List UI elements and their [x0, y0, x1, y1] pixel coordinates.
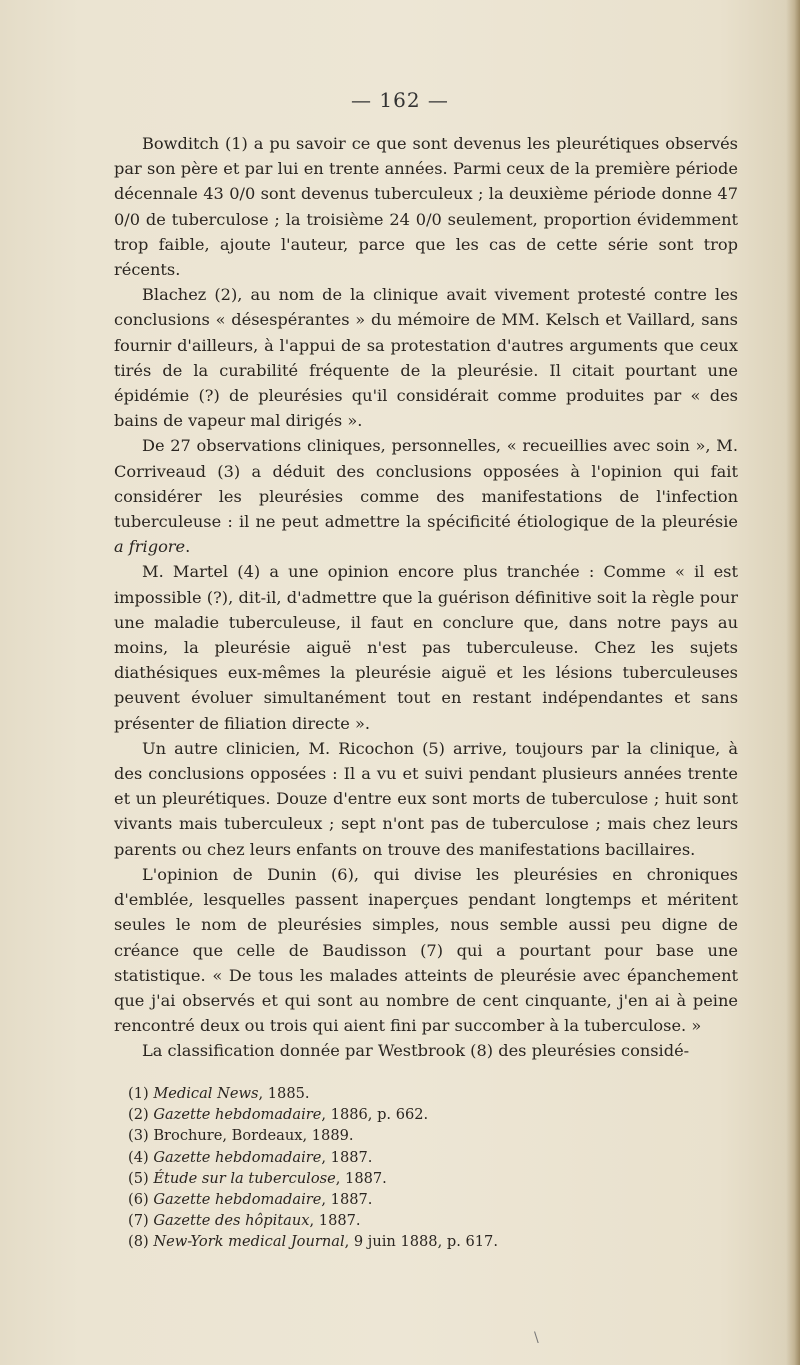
paragraph: De 27 observations cliniques, personnelles, « recueillies avec soin », M. Corriveaud (3) a déduit des conclusions opposées à l'opinion qui fait considérer les pleurésies comme des manifestations de l'infection tuberculeuse : il ne peut admettre la spécificité étiologique de la pleurésie a frigore. — [114, 436, 738, 557]
footnote: (8) New-York medical Journal, 9 juin 1888, p. 617. — [128, 1233, 498, 1251]
paragraph: Bowditch (1) a pu savoir ce que sont devenus les pleurétiques observés par son père et par lui en trente années. Parmi ceux de la première période décennale 43 0/0 sont devenus tuberculeux ; la deuxième période donne 47 0/0 de tuberculose ; la troisième 24 0/0 seulement, proportion évidemment trop faible, ajoute l'auteur, parce que les cas de cette série sont trop récents. — [114, 134, 738, 280]
footnotes — [128, 1083, 728, 1253]
paragraph: M. Martel (4) a une opinion encore plus tranchée : Comme « il est impossible (?), dit-il, d'admettre que la guérison définitive soit la règle pour une maladie tuberculeuse, il faut en conclure que, dans notre pays au moins, la pleurésie aiguë n'est pas tuberculeuse. Chez les sujets diathésiques eux-mêmes la pleurésie aiguë et les lésions tuberculeuses peuvent évoluer simultanément tout en restant indépendantes et sans présenter de filiation directe ». — [114, 562, 738, 733]
footnote: (1) Medical News, 1885. — [128, 1085, 310, 1102]
stray-pencil-mark: \ — [534, 1330, 539, 1346]
paragraph: L'opinion de Dunin (6), qui divise les pleurésies en chroniques d'emblée, lesquelles passent inaperçues pendant longtemps et méritent seules le nom de pleurésies simples, nous semble aussi peu digne de créance que celle de Baudisson (7) qui a pourtant pour base une statistique. « De tous les malades atteints de pleurésie avec épanchement que j'ai observés et qui sont au nombre de cent cinquante, j'en ai à peine rencontré deux ou trois qui aient fini par succomber à la tuberculose. » — [114, 864, 738, 1036]
footnote: (3) Brochure, Bordeaux, 1889. — [128, 1127, 354, 1145]
paragraph: Un autre clinicien, M. Ricochon (5) arrive, toujours par la clinique, à des conclusions opposées : Il a vu et suivi pendant plusieurs années trente et un pleurétiques. Douze d'entre eux sont morts de tuberculose ; huit sont vivants mais tuberculeux ; sept n'ont pas de tuberculose ; mais chez leurs parents ou chez leurs enfants on trouve des manifestations bacillaires. — [114, 738, 738, 859]
body-text — [114, 131, 738, 1064]
footnote: (6) Gazette hebdomadaire, 1887. — [128, 1191, 373, 1209]
footnote: (5) Étude sur la tuberculose, 1887. — [128, 1169, 387, 1187]
footnote: (2) Gazette hebdomadaire, 1886, p. 662. — [128, 1106, 429, 1124]
page-number: — 162 — — [351, 88, 449, 112]
footnote: (7) Gazette des hôpitaux, 1887. — [128, 1212, 361, 1230]
paragraph: La classification donnée par Westbrook (8) des pleurésies considé- — [142, 1041, 690, 1061]
footnote: (4) Gazette hebdomadaire, 1887. — [128, 1148, 373, 1166]
paragraph: Blachez (2), au nom de la clinique avait vivement protesté contre les conclusions « désespérantes » du mémoire de MM. Kelsch et Vaillard, sans fournir d'ailleurs, à l'appui de sa protestation d'autres arguments que ceux tirés de la curabilité fréquente de la pleurésie. Il citait pourtant une épidémie (?) de pleurésies qu'il considérait comme produites par « des bains de vapeur mal dirigés ». — [114, 285, 738, 431]
page-edge-shadow — [786, 0, 800, 1365]
